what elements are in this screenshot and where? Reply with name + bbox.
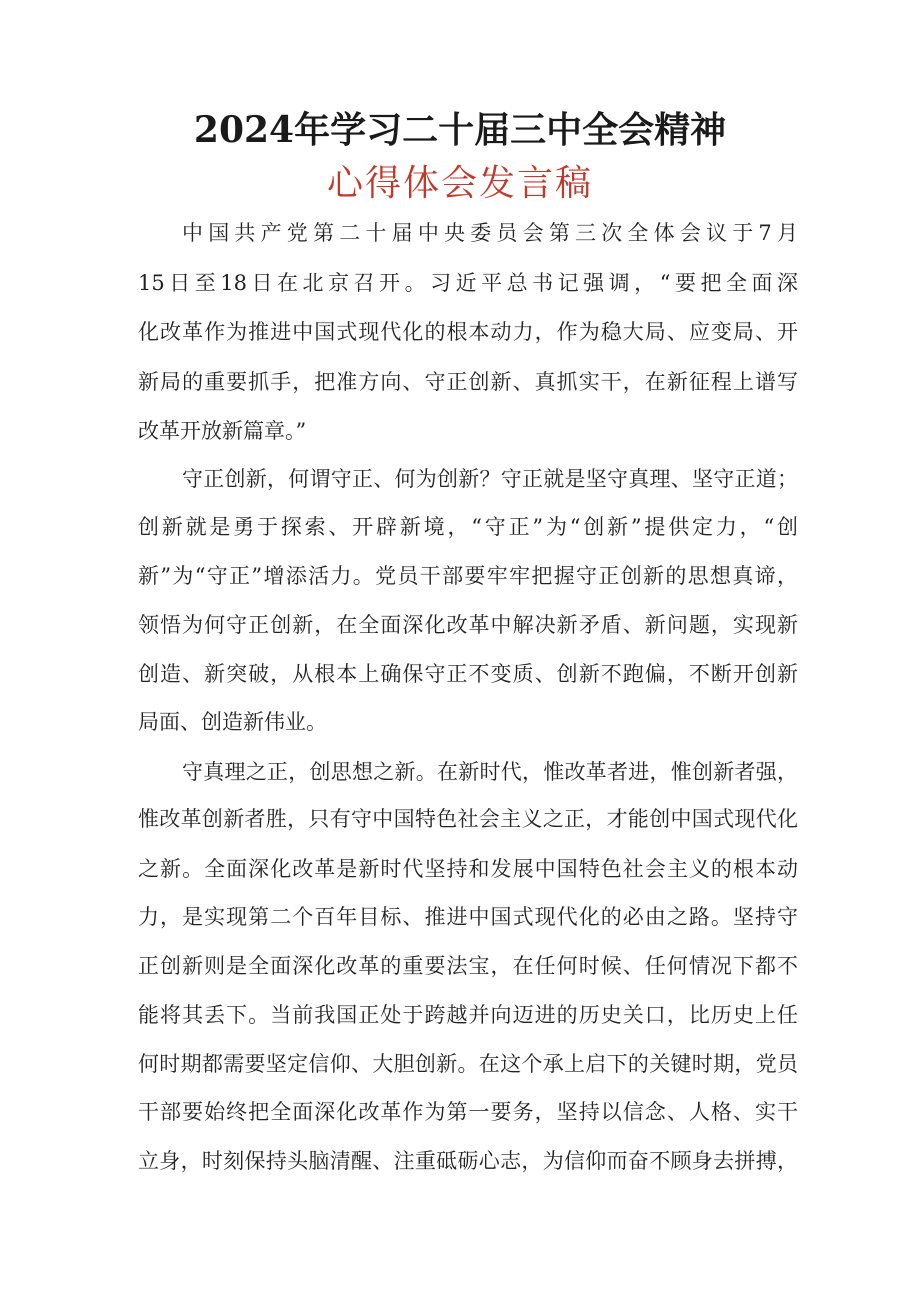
paragraph-2-line-1: 守正创新，何谓守正、何为创新？守正就是坚守真理、坚守正道； xyxy=(182,467,798,491)
paragraph-3-line-3: 之新。全面深化改革是新时代坚持和发展中国特色社会主义的根本动 xyxy=(138,857,798,881)
document-subtitle: 心得体会发言稿 xyxy=(326,163,593,204)
paragraph-3-line-5: 正创新则是全面深化改革的重要法宝，在任何时候、任何情况下都不 xyxy=(138,954,798,978)
document-title: 2024年学习二十届三中全会精神 xyxy=(193,109,727,151)
paragraph-1-line-4: 新局的重要抓手，把准方向、守正创新、真抓实干，在新征程上谱写 xyxy=(138,370,798,394)
paragraph-2-line-5: 创造、新突破，从根本上确保守正不变质、创新不跑偏，不断开创新 xyxy=(138,662,798,686)
paragraph-3-line-7: 何时期都需要坚定信仰、大胆创新。在这个承上启下的关键时期，党员 xyxy=(138,1052,798,1076)
paragraph-3-line-1: 守真理之正，创思想之新。在新时代，惟改革者进，惟创新者强， xyxy=(182,760,798,784)
paragraph-2-line-3: 新”为“守正”增添活力。党员干部要牢牢把握守正创新的思想真谛， xyxy=(138,564,798,588)
paragraph-1-line-1: 中国共产党第二十届中央委员会第三次全体会议于7月 xyxy=(182,221,798,245)
paragraph-1-line-5: 改革开放新篇章。” xyxy=(138,419,307,443)
paragraph-3-line-2: 惟改革创新者胜，只有守中国特色社会主义之正，才能创中国式现代化 xyxy=(138,807,798,831)
paragraph-1-line-3: 化改革作为推进中国式现代化的根本动力，作为稳大局、应变局、开 xyxy=(138,320,798,344)
paragraph-3-line-8: 干部要始终把全面深化改革作为第一要务，坚持以信念、人格、实干 xyxy=(138,1100,798,1124)
paragraph-3-line-6: 能将其丢下。当前我国正处于跨越并向迈进的历史关口，比历史上任 xyxy=(138,1003,798,1027)
paragraph-3-line-9: 立身，时刻保持头脑清醒、注重砥砺心志，为信仰而奋不顾身去拼搏， xyxy=(138,1149,798,1173)
paragraph-2-line-2: 创新就是勇于探索、开辟新境，“守正”为“创新”提供定力，“创 xyxy=(138,515,798,539)
paragraph-3-line-4: 力，是实现第二个百年目标、推进中国式现代化的必由之路。坚持守 xyxy=(138,905,798,929)
paragraph-2-line-6: 局面、创造新伟业。 xyxy=(138,710,327,734)
paragraph-1-line-2: 15日至18日在北京召开。习近平总书记强调，“要把全面深 xyxy=(138,271,798,295)
paragraph-2-line-4: 领悟为何守正创新，在全面深化改革中解决新矛盾、新问题，实现新 xyxy=(138,613,798,637)
